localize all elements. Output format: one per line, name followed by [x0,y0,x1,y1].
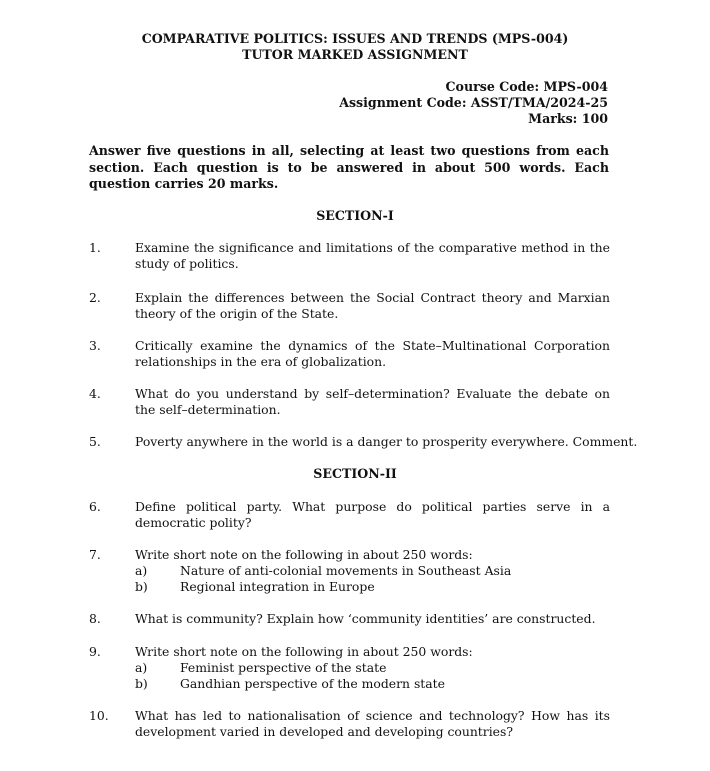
question-text: Define political party. What purpose do political parties serve in a democratic polity? [135,499,610,530]
question-number: 7. [89,547,101,562]
sub-item-label: a) [135,660,148,675]
sub-item-text: Feminist perspective of the state [180,660,387,675]
course-code: Course Code: MPS-004 [445,79,608,94]
question-number: 1. [89,240,101,255]
question-number: 3. [89,338,101,353]
sub-item-text: Regional integration in Europe [180,579,375,594]
question-number: 8. [89,611,101,626]
document-title: COMPARATIVE POLITICS: ISSUES AND TRENDS (MPS-004) [141,31,569,46]
question-text-block [135,644,610,692]
question-text-block [135,547,610,595]
sub-item-text: Nature of anti-colonial movements in Southeast Asia [180,563,512,578]
question-text: Critically examine the dynamics of the State–Multinational Corporation relationships in the era of globalization. [135,338,610,369]
section-heading: SECTION-I [316,208,394,223]
sub-item-label: b) [135,676,148,691]
sub-item [135,676,610,692]
document-subtitle: TUTOR MARKED ASSIGNMENT [242,47,468,62]
question-number: 4. [89,386,101,401]
question-text: Examine the significance and limitations of the comparative method in the study of politics. [135,240,610,271]
question-text: Explain the differences between the Social Contract theory and Marxian theory of the origin of the State. [135,290,610,321]
question-number: 9. [89,644,101,659]
question-number: 6. [89,499,101,514]
sub-item [135,660,610,676]
question-number: 10. [89,708,109,723]
sub-item-label: b) [135,579,148,594]
question-text: Write short note on the following in about 250 words: [135,644,473,659]
question-text: Write short note on the following in about 250 words: [135,547,473,562]
question-text: What has led to nationalisation of science and technology? How has its development varied in developed and developing countries? [135,708,610,739]
question-number: 2. [89,290,101,305]
assignment-code: Assignment Code: ASST/TMA/2024-25 [339,95,608,110]
sub-item [135,563,610,579]
sub-item [135,579,610,595]
question-text: What do you understand by self–determination? Evaluate the debate on the self–determination. [135,386,610,417]
question-text: Poverty anywhere in the world is a danger to prosperity everywhere. Comment. [135,434,638,449]
question-text: What is community? Explain how ‘community identities’ are constructed. [135,611,596,626]
section-heading: SECTION-II [313,466,397,481]
marks: Marks: 100 [528,111,608,126]
instructions: Answer five questions in all, selecting at least two questions from each section. Each question is to be answered in about 500 words. Each question carries 20 marks. [89,143,609,191]
sub-item-label: a) [135,563,148,578]
sub-item-text: Gandhian perspective of the modern state [180,676,445,691]
question-number: 5. [89,434,101,449]
